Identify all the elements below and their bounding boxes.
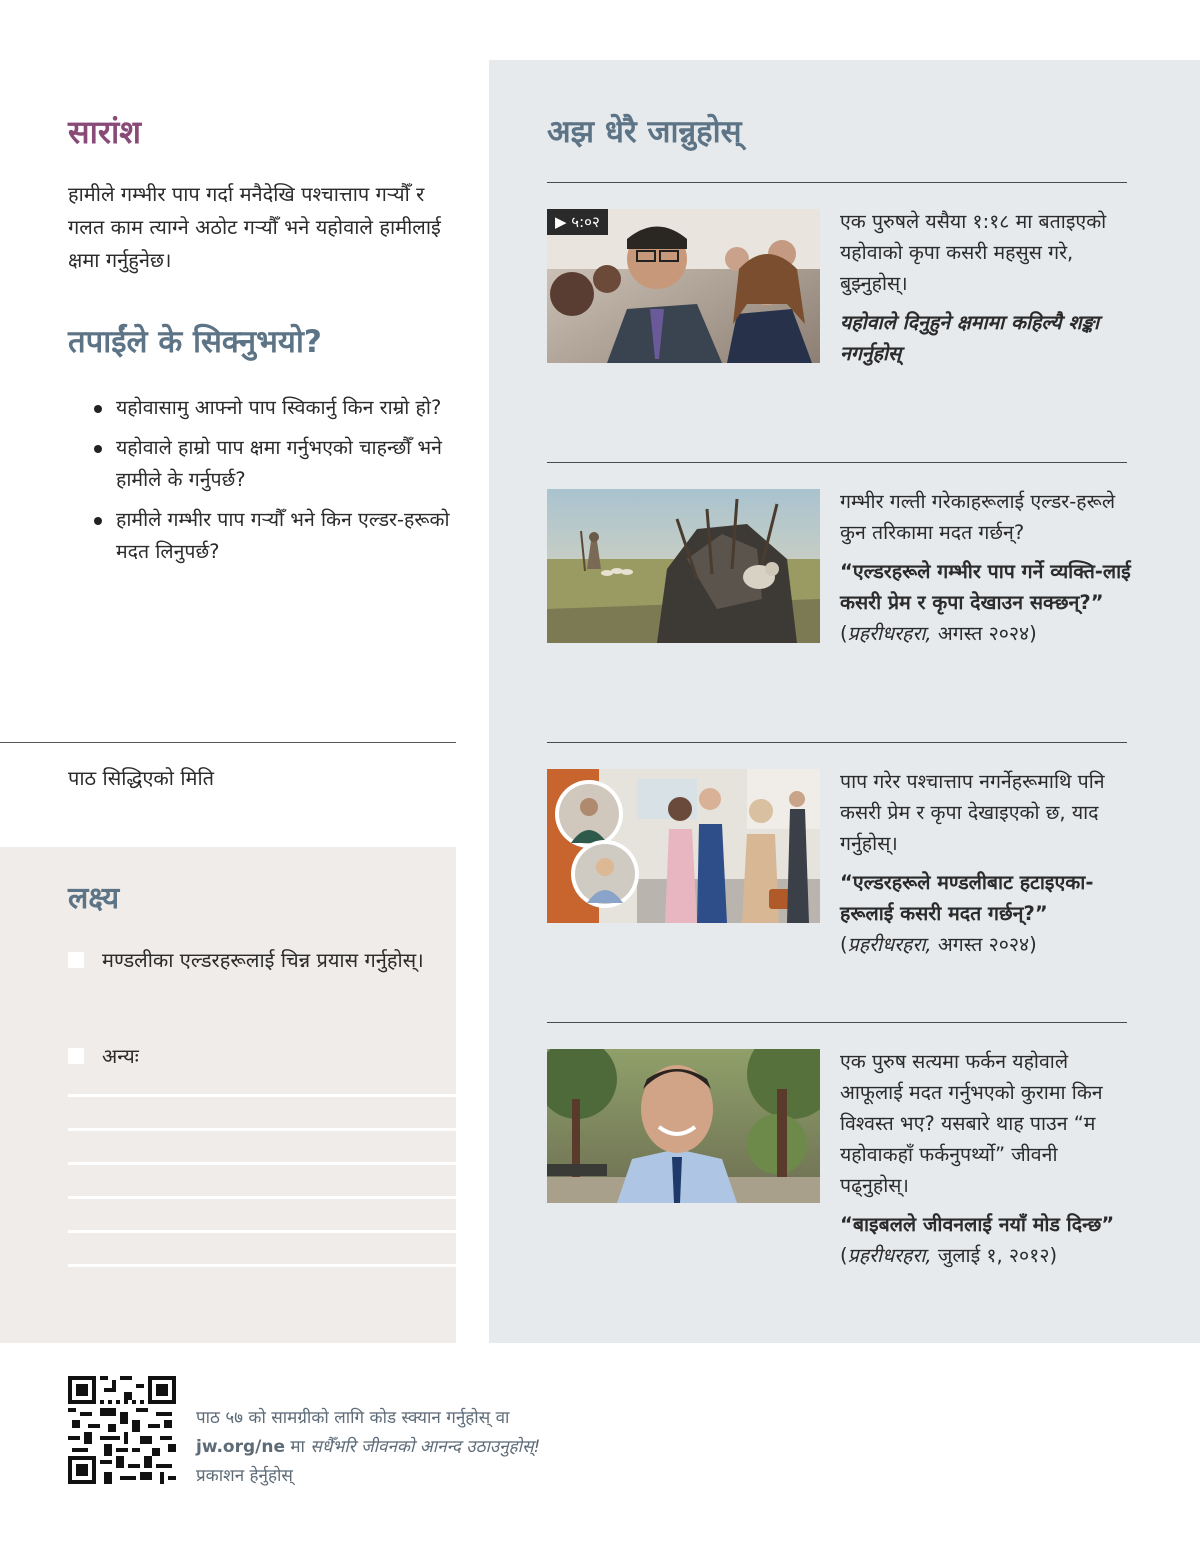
- goal-item-label: अन्यः: [102, 1044, 139, 1068]
- smiling-man-park-image: [547, 1049, 820, 1203]
- publication-title: सधैँभरि जीवनको आनन्द उठाउनुहोस्!: [310, 1437, 541, 1457]
- publication-date: अगस्त २०२४): [937, 622, 1037, 645]
- publication-name: प्रहरीधरहरा,: [847, 1244, 932, 1267]
- article-title-link[interactable]: “एल्डरहरूले गम्भीर पाप गर्ने व्यक्ति-लाई कसरी प्रेम र कृपा देखाउन सक्छन्?”: [840, 560, 1131, 614]
- elders-visit-thumbnail[interactable]: [547, 769, 820, 923]
- review-questions-list: [92, 392, 462, 576]
- writing-line[interactable]: [68, 1094, 456, 1097]
- goal-heading: लक्ष्य: [68, 881, 120, 916]
- article-title-link[interactable]: “बाइबलले जीवनलाई नयाँ मोड दिन्छ”: [840, 1213, 1115, 1236]
- divider: [547, 742, 1127, 743]
- divider: [547, 182, 1127, 183]
- publication-name: प्रहरीधरहरा,: [847, 622, 932, 645]
- footer-scan-instructions: [196, 1404, 596, 1491]
- writing-line[interactable]: [68, 1196, 456, 1199]
- summary-text: हामीले गम्भीर पाप गर्दा मनैदेखि पश्चात्ताप गर्‍यौँ र गलत काम त्याग्ने अठोट गर्‍यौँ भने यहोवाले हामीलाई क्षमा गर्नुहुनेछ।: [68, 182, 441, 272]
- footer-connector: मा: [284, 1437, 311, 1457]
- card-description: पाप गरेर पश्चात्ताप नगर्नेहरूमाथि पनि कसरी प्रेम र कृपा देखाइएको छ, याद गर्नुहोस्। “एल्डरहरूले मण्डलीबाट हटाइएका-हरूलाई कसरी मदत गर्छन्?” (प्रहरीधरहरा, अगस्त २०२४): [840, 766, 1132, 960]
- publication-date: अगस्त २०२४): [937, 933, 1037, 956]
- video-thumbnail[interactable]: [547, 209, 820, 363]
- review-heading: तपाईंले के सिक्नुभयो?: [68, 324, 322, 360]
- card-text: एक पुरुषले यसैया १:१८ मा बताइएको यहोवाको कृपा कसरी महसुस गरे, बुझ्नुहोस्।: [840, 210, 1107, 295]
- review-question: यहोवासामु आफ्नो पाप स्विकार्नु किन राम्रो हो?: [92, 392, 462, 424]
- qr-code-icon[interactable]: [68, 1376, 176, 1484]
- card-text: गम्भीर गल्ती गरेकाहरूलाई एल्डर-हरूले कुन तरिकामा मदत गर्छन्?: [840, 490, 1116, 544]
- footer-line: प्रकाशन हेर्नुहोस्: [196, 1466, 293, 1486]
- divider: [0, 742, 456, 743]
- writing-line[interactable]: [68, 1230, 456, 1233]
- publication-name: प्रहरीधरहरा,: [847, 933, 932, 956]
- writing-line[interactable]: [68, 1162, 456, 1165]
- checkbox[interactable]: [68, 1048, 84, 1064]
- card-description: एक पुरुष सत्यमा फर्कन यहोवाले आफूलाई मदत गर्नुभएको कुरामा किन विश्वस्त भए? यसबारे थाह पाउन “म यहोवाकहाँ फर्कनुपर्थ्यो” जीवनी पढ्नुहोस्। “बाइबलले जीवनलाई नयाँ मोड दिन्छ” (प्रहरीधरहरा, जुलाई १, २०१२): [840, 1046, 1132, 1271]
- video-title-link[interactable]: यहोवाले दिनुहुने क्षमामा कहिल्यै शङ्का नगर्नुहोस्: [840, 311, 1100, 365]
- publication-date: जुलाई १, २०१२): [937, 1244, 1058, 1267]
- goal-checkbox-item-other[interactable]: [68, 1040, 428, 1073]
- review-question: हामीले गम्भीर पाप गर्‍यौँ भने किन एल्डर-हरूको मदत लिनुपर्छ?: [92, 504, 462, 568]
- video-duration-badge[interactable]: ▶ ५:०२: [547, 209, 608, 235]
- card-description: [840, 206, 1132, 369]
- shepherd-painting-thumbnail[interactable]: [547, 489, 820, 643]
- shepherd-lost-sheep-image: [547, 489, 820, 643]
- goal-checkbox-item[interactable]: [68, 944, 428, 977]
- footer-line: पाठ ५७ को सामग्रीको लागि कोड स्क्यान गर्नुहोस् वा: [196, 1408, 510, 1428]
- card-text: एक पुरुष सत्यमा फर्कन यहोवाले आफूलाई मदत गर्नुभएको कुरामा किन विश्वस्त भए? यसबारे थाह पाउन “म यहोवाकहाँ फर्कनुपर्थ्यो” जीवनी पढ्नुहोस्।: [840, 1050, 1103, 1197]
- website-link[interactable]: jw.org/ne: [196, 1437, 285, 1457]
- checkbox[interactable]: [68, 952, 84, 968]
- learn-more-heading: अझ धेरै जान्नुहोस्: [547, 114, 742, 150]
- divider: [547, 1022, 1127, 1023]
- completion-date-label: पाठ सिद्धिएको मिति: [68, 766, 215, 790]
- review-question: यहोवाले हाम्रो पाप क्षमा गर्नुभएको चाहन्छौँ भने हामीले के गर्नुपर्छ?: [92, 432, 462, 496]
- divider: [547, 462, 1127, 463]
- article-title-link[interactable]: “एल्डरहरूले मण्डलीबाट हटाइएका-हरूलाई कसरी मदत गर्छन्?”: [840, 871, 1094, 925]
- card-description: गम्भीर गल्ती गरेकाहरूलाई एल्डर-हरूले कुन तरिकामा मदत गर्छन्? “एल्डरहरूले गम्भीर पाप गर्ने व्यक्ति-लाई कसरी प्रेम र कृपा देखाउन सक्छन्?” (प्रहरीधरहरा, अगस्त २०२४): [840, 486, 1132, 649]
- summary-heading: सारांश: [68, 113, 142, 151]
- writing-line[interactable]: [68, 1128, 456, 1131]
- elders-helping-image: [547, 769, 820, 923]
- life-story-thumbnail[interactable]: [547, 1049, 820, 1203]
- writing-line[interactable]: [68, 1264, 456, 1267]
- goal-item-label: मण्डलीका एल्डरहरूलाई चिन्न प्रयास गर्नुहोस्।: [102, 948, 424, 972]
- card-text: पाप गरेर पश्चात्ताप नगर्नेहरूमाथि पनि कसरी प्रेम र कृपा देखाइएको छ, याद गर्नुहोस्।: [840, 770, 1105, 855]
